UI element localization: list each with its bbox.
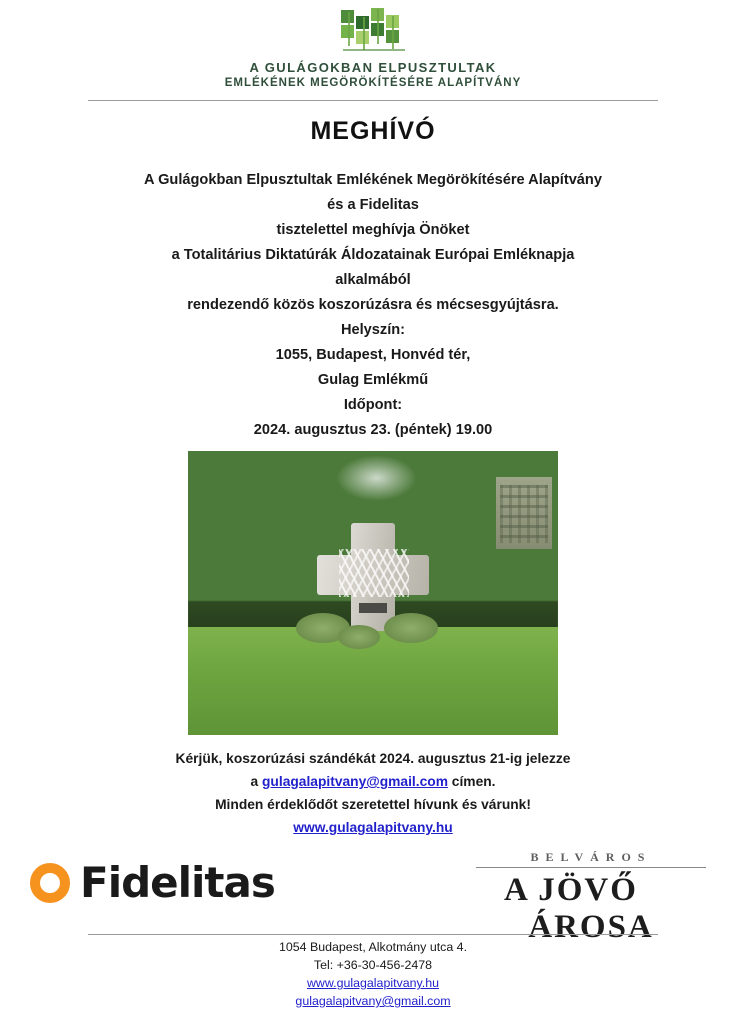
- fidelitas-label: Fidelitas: [80, 858, 275, 907]
- belvaros-text-part-2: ÁROSA: [528, 909, 654, 945]
- document-header: [0, 0, 746, 101]
- rsvp-email-prefix: a: [250, 774, 262, 789]
- venue-address: 1055, Budapest, Honvéd tér,: [275, 347, 471, 363]
- photo-sky-gap: [336, 455, 417, 501]
- datetime-value: 2024. augusztus 23. (péntek) 19.00: [253, 422, 493, 438]
- body-line: a Totalitárius Diktatúrák Áldozatainak Európai Emléknapja: [171, 247, 575, 263]
- photo-plaque: [359, 603, 387, 613]
- footer-email-line: [0, 992, 746, 1010]
- belvaros-logo: [466, 850, 716, 946]
- sponsor-logos: [0, 846, 746, 945]
- rsvp-email-line: [0, 770, 746, 793]
- memorial-photo-image: [188, 451, 558, 735]
- org-name-line-1: A GULÁGOKBAN ELPUSZTULTAK: [249, 60, 497, 75]
- photo-cross-relief: [339, 549, 409, 597]
- footer-address: 1054 Budapest, Alkotmány utca 4.: [278, 940, 468, 954]
- venue-name: Gulag Emlékmű: [317, 372, 429, 388]
- body-line: alkalmából: [335, 272, 411, 288]
- memorial-photo: [188, 451, 558, 735]
- welcome-line: Minden érdeklődőt szeretettel hívunk és várunk!: [215, 797, 531, 812]
- body-line: tisztelettel meghívja Önöket: [276, 222, 470, 238]
- belvaros-divider: [476, 867, 706, 868]
- org-name-line-2: EMLÉKÉNEK MEGÖRÖKÍTÉSÉRE ALAPÍTVÁNY: [224, 77, 522, 89]
- photo-shrub: [338, 625, 380, 649]
- photo-shrub: [384, 613, 438, 643]
- footer-phone: Tel: +36-30-456-2478: [313, 958, 433, 972]
- rsvp-block: [0, 747, 746, 839]
- belvaros-highlight-letter: V: [650, 872, 677, 908]
- rsvp-email-link[interactable]: gulagalapitvany@gmail.com: [262, 774, 448, 789]
- body-line: A Gulágokban Elpusztultak Emlékének Megörökítésére Alapítvány: [144, 172, 602, 188]
- photo-building: [496, 477, 552, 549]
- body-line: rendezendő közös koszorúzásra és mécsesgyújtásra.: [187, 297, 559, 313]
- header-divider: [88, 100, 658, 101]
- invitation-body: [0, 168, 746, 443]
- foundation-logo-icon: [319, 6, 427, 58]
- website-link[interactable]: www.gulagalapitvany.hu: [293, 820, 453, 835]
- venue-label: Helyszín:: [340, 322, 406, 338]
- belvaros-top-text: BELVÁROS: [530, 850, 652, 864]
- fidelitas-logo: [30, 858, 275, 907]
- page-title: MEGHÍVÓ: [310, 117, 436, 145]
- footer-email-link[interactable]: gulagalapitvany@gmail.com: [295, 994, 451, 1008]
- rsvp-email-suffix: címen.: [447, 774, 496, 789]
- footer-divider: [88, 934, 658, 935]
- website-line: [0, 816, 746, 839]
- document-footer: [0, 938, 746, 1010]
- datetime-label: Időpont:: [343, 397, 403, 413]
- rsvp-line: Kérjük, koszorúzási szándékát 2024. augusztus 21-ig jelezze: [175, 751, 571, 766]
- footer-website-line: [0, 974, 746, 992]
- fidelitas-ring-icon: [30, 863, 70, 903]
- footer-website-link[interactable]: www.gulagalapitvany.hu: [306, 976, 440, 990]
- body-line: és a Fidelitas: [327, 197, 419, 213]
- belvaros-text-part-1: A JÖVŐ: [503, 872, 649, 908]
